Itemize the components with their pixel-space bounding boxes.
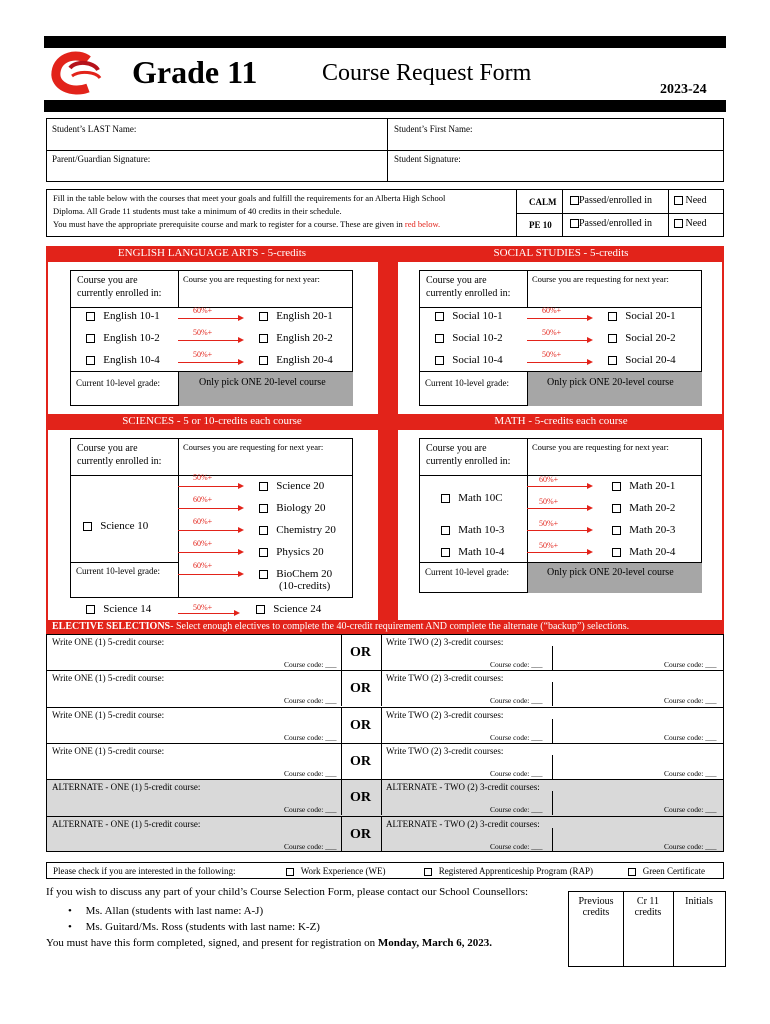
math-current-option[interactable]: Math 10-3: [441, 524, 504, 536]
pe-need-option[interactable]: Need: [674, 218, 707, 229]
science-24-option[interactable]: Science 24: [256, 603, 321, 615]
arrow: [178, 318, 242, 319]
calm-label: CALM: [529, 197, 557, 207]
social-next-option[interactable]: Social 20-1: [608, 310, 676, 322]
elective-two-label[interactable]: ALTERNATE - TWO (2) 3-credit courses:: [386, 782, 540, 793]
math-next-option[interactable]: Math 20-1: [612, 480, 675, 492]
arrow: [527, 318, 591, 319]
arrow: [527, 530, 591, 531]
math-note: Only pick ONE 20-level course: [547, 567, 674, 578]
first-name-field[interactable]: Student’s First Name:: [394, 124, 473, 134]
interests-prompt: Please check if you are interested in the following:: [53, 866, 236, 876]
science-next-option[interactable]: Chemistry 20: [259, 524, 336, 536]
header-top-bar: [44, 36, 726, 48]
math-prereq: 50%+: [539, 541, 559, 550]
student-signature-field[interactable]: Student Signature:: [394, 154, 461, 164]
social-col-current: Course you are currently enrolled in:: [426, 275, 511, 299]
english-header: ENGLISH LANGUAGE ARTS - 5-credits: [46, 246, 378, 262]
checkbox[interactable]: [259, 504, 268, 513]
counsellor-intro: If you wish to discuss any part of your child’s Course Selection Form, please contact our School Counsellors:: [46, 886, 529, 898]
social-prereq: 60%+: [542, 306, 562, 315]
calm-need-option[interactable]: Need: [674, 195, 707, 206]
math-prereq: 50%+: [539, 519, 559, 528]
pe-passed-checkbox[interactable]: [570, 219, 579, 228]
science-prereq: 50%+: [193, 473, 213, 482]
green-certificate-option[interactable]: Green Certificate: [628, 866, 705, 876]
elective-two-label[interactable]: Write TWO (2) 3-credit courses:: [386, 745, 504, 756]
checkbox[interactable]: [86, 334, 95, 343]
course-code-field[interactable]: Course code: ___: [284, 696, 337, 706]
or-label: OR: [350, 753, 371, 769]
checkbox[interactable]: [435, 356, 444, 365]
english-next-option[interactable]: English 20-1: [259, 310, 333, 322]
checkbox[interactable]: [259, 312, 268, 321]
checkbox[interactable]: [424, 868, 432, 876]
calm-passed-option[interactable]: Passed/enrolled in: [570, 195, 652, 206]
checkbox[interactable]: [86, 312, 95, 321]
arrow: [527, 486, 591, 487]
checkbox[interactable]: [259, 482, 268, 491]
arrow: [178, 362, 242, 363]
work-experience-option[interactable]: Work Experience (WE): [286, 866, 385, 876]
pe-label: PE 10: [529, 220, 552, 230]
elective-one-label[interactable]: ALTERNATE - ONE (1) 5-credit course:: [52, 818, 201, 829]
or-label: OR: [350, 790, 371, 806]
checkbox[interactable]: [286, 868, 294, 876]
previous-credits-cell[interactable]: Previous credits: [578, 896, 614, 918]
elective-one-label[interactable]: Write ONE (1) 5-credit course:: [52, 709, 165, 720]
course-code-field[interactable]: Course code: ___: [664, 768, 717, 778]
initials-cell[interactable]: Initials: [685, 896, 713, 907]
elective-one-label[interactable]: Write ONE (1) 5-credit course:: [52, 673, 165, 684]
social-prereq: 50%+: [542, 328, 562, 337]
course-code-field[interactable]: Course code: ___: [284, 805, 337, 815]
checkbox[interactable]: [612, 526, 621, 535]
school-logo: [48, 50, 106, 98]
elective-two-label[interactable]: Write TWO (2) 3-credit courses:: [386, 709, 504, 720]
english-prereq: 50%+: [193, 328, 213, 337]
science-next-option[interactable]: Physics 20: [259, 546, 324, 558]
last-name-field[interactable]: Student’s LAST Name:: [52, 124, 137, 134]
english-next-option[interactable]: English 20-4: [259, 354, 333, 366]
social-prereq: 50%+: [542, 350, 562, 359]
english-col-current: Course you are currently enrolled in:: [77, 275, 162, 299]
course-code-field[interactable]: Course code: ___: [490, 732, 543, 742]
calm-need-checkbox[interactable]: [674, 196, 683, 205]
instructions-line-2: Diploma. All Grade 11 students must take a minimum of 40 credits in their schedule.: [53, 206, 342, 216]
or-label: OR: [350, 681, 371, 697]
course-code-field[interactable]: Course code: ___: [664, 841, 717, 851]
elective-two-label[interactable]: Write TWO (2) 3-credit courses:: [386, 673, 504, 684]
math-next-option[interactable]: Math 20-3: [612, 524, 675, 536]
math-next-option[interactable]: Math 20-2: [612, 502, 675, 514]
math-header: MATH - 5-credits each course: [398, 414, 724, 430]
english-prereq: 60%+: [193, 306, 213, 315]
parent-signature-field[interactable]: Parent/Guardian Signature:: [52, 154, 151, 164]
science-next-option[interactable]: Biology 20: [259, 502, 325, 514]
math-prereq: 50%+: [539, 497, 559, 506]
science-prereq: 60%+: [193, 539, 213, 548]
checkbox[interactable]: [86, 605, 95, 614]
math-10c-option[interactable]: Math 10C: [441, 492, 503, 504]
arrow: [527, 340, 591, 341]
registration-note: You must have this form completed, signed, and present for registration on Monday, March 6, 2023.: [46, 937, 492, 949]
math-current-grade[interactable]: Current 10-level grade:: [425, 567, 509, 577]
calm-passed-checkbox[interactable]: [570, 196, 579, 205]
course-code-field[interactable]: Course code: ___: [490, 805, 543, 815]
course-code-field[interactable]: Course code: ___: [284, 841, 337, 851]
english-col-next: Course you are requesting for next year:: [183, 274, 320, 284]
english-current-option[interactable]: English 10-2: [86, 332, 160, 344]
checkbox[interactable]: [441, 526, 450, 535]
elective-two-label[interactable]: ALTERNATE - TWO (2) 3-credit courses:: [386, 818, 540, 829]
elective-one-label[interactable]: Write ONE (1) 5-credit course:: [52, 637, 165, 647]
sciences-col-current: Course you are currently enrolled in:: [77, 443, 162, 467]
checkbox[interactable]: [83, 522, 92, 531]
cr11-credits-cell[interactable]: Cr 11 credits: [634, 896, 662, 918]
course-code-field[interactable]: Course code: ___: [490, 768, 543, 778]
sciences-current-grade[interactable]: Current 10-level grade:: [76, 566, 160, 576]
counsellor-1: • Ms. Allan (students with last name: A-J): [68, 905, 264, 917]
english-current-option[interactable]: English 10-4: [86, 354, 160, 366]
english-next-option[interactable]: English 20-2: [259, 332, 333, 344]
checkbox[interactable]: [441, 548, 450, 557]
arrow: [527, 362, 591, 363]
english-note: Only pick ONE 20-level course: [199, 377, 326, 388]
elective-two-label[interactable]: Write TWO (2) 3-credit courses:: [386, 637, 504, 647]
english-prereq: 50%+: [193, 350, 213, 359]
course-code-field[interactable]: Course code: ___: [284, 768, 337, 778]
science-14-option[interactable]: Science 14: [86, 603, 151, 615]
checkbox[interactable]: [259, 570, 268, 579]
checkbox[interactable]: [612, 548, 621, 557]
checkbox[interactable]: [259, 334, 268, 343]
header-bottom-bar: [44, 100, 726, 112]
sciences-header: SCIENCES - 5 or 10-credits each course: [46, 414, 378, 430]
arrow: [178, 530, 242, 531]
social-next-option[interactable]: Social 20-2: [608, 332, 676, 344]
checkbox[interactable]: [256, 605, 265, 614]
checkbox[interactable]: [435, 312, 444, 321]
page-title: Grade 11: [132, 54, 258, 90]
math-col-current: Course you are currently enrolled in:: [426, 443, 511, 467]
sciences-col-next: Courses you are requesting for next year:: [183, 442, 324, 452]
course-code-field[interactable]: Course code: ___: [284, 660, 337, 669]
english-current-grade[interactable]: Current 10-level grade:: [76, 378, 160, 388]
checkbox[interactable]: [259, 356, 268, 365]
checkbox[interactable]: [628, 868, 636, 876]
checkbox[interactable]: [435, 334, 444, 343]
arrow: [527, 508, 591, 509]
course-code-field[interactable]: Course code: ___: [284, 732, 337, 742]
social-note: Only pick ONE 20-level course: [547, 377, 674, 388]
math-current-option[interactable]: Math 10-4: [441, 546, 504, 558]
social-current-option[interactable]: Social 10-2: [435, 332, 503, 344]
elective-one-label[interactable]: Write ONE (1) 5-credit course:: [52, 745, 165, 756]
checkbox[interactable]: [608, 312, 617, 321]
course-code-field[interactable]: Course code: ___: [664, 805, 717, 815]
checkbox[interactable]: [608, 334, 617, 343]
social-header: SOCIAL STUDIES - 5-credits: [398, 246, 724, 262]
checkbox[interactable]: [259, 526, 268, 535]
arrow: [178, 508, 242, 509]
form-subtitle: Course Request Form: [322, 60, 532, 86]
science-next-option[interactable]: Science 20: [259, 480, 324, 492]
arrow: [178, 552, 242, 553]
school-year: 2023-24: [660, 82, 707, 97]
course-code-field[interactable]: Course code: ___: [490, 660, 543, 669]
course-code-field[interactable]: Course code: ___: [664, 660, 717, 669]
checkbox[interactable]: [608, 356, 617, 365]
science-prereq: 60%+: [193, 495, 213, 504]
checkbox[interactable]: [259, 548, 268, 557]
pe-need-checkbox[interactable]: [674, 219, 683, 228]
social-col-next: Course you are requesting for next year:: [532, 274, 669, 284]
pe-passed-option[interactable]: Passed/enrolled in: [570, 218, 652, 229]
rap-option[interactable]: Registered Apprenticeship Program (RAP): [424, 866, 593, 876]
science-prereq: 60%+: [193, 561, 213, 570]
course-code-field[interactable]: Course code: ___: [664, 696, 717, 706]
electives-header: ELECTIVE SELECTIONS- Select enough electives to complete the 40-credit requirement AND complete the alternate (“backup”) selections.: [46, 620, 724, 634]
social-current-option[interactable]: Social 10-4: [435, 354, 503, 366]
instructions-line-3: You must have the appropriate prerequisite course and mark to register for a course. These are given in red below.: [53, 219, 441, 229]
or-label: OR: [350, 826, 371, 842]
science-10-option[interactable]: Science 10: [83, 520, 148, 532]
arrow: [178, 574, 242, 575]
social-current-option[interactable]: Social 10-1: [435, 310, 503, 322]
science-next-option[interactable]: BioChem 20: [259, 568, 332, 580]
elective-one-label[interactable]: ALTERNATE - ONE (1) 5-credit course:: [52, 782, 201, 793]
biochem-credits: (10-credits): [279, 580, 331, 592]
checkbox[interactable]: [441, 494, 450, 503]
course-code-field[interactable]: Course code: ___: [490, 696, 543, 706]
arrow: [178, 340, 242, 341]
instructions-line-1: Fill in the table below with the courses that meet your goals and fulfill the requirements for an Alberta High School: [53, 193, 446, 203]
social-next-option[interactable]: Social 20-4: [608, 354, 676, 366]
course-code-field[interactable]: Course code: ___: [664, 732, 717, 742]
math-col-next: Course you are requesting for next year:: [532, 442, 669, 452]
science-24-prereq: 50%+: [193, 603, 213, 612]
checkbox[interactable]: [612, 504, 621, 513]
social-current-grade[interactable]: Current 10-level grade:: [425, 378, 509, 388]
checkbox[interactable]: [612, 482, 621, 491]
counsellor-2: • Ms. Guitard/Ms. Ross (students with last name: K-Z): [68, 921, 320, 933]
or-label: OR: [350, 717, 371, 733]
science-prereq: 60%+: [193, 517, 213, 526]
math-prereq: 60%+: [539, 475, 559, 484]
course-code-field[interactable]: Course code: ___: [490, 841, 543, 851]
or-label: OR: [350, 645, 371, 660]
math-next-option[interactable]: Math 20-4: [612, 546, 675, 558]
english-current-option[interactable]: English 10-1: [86, 310, 160, 322]
checkbox[interactable]: [86, 356, 95, 365]
arrow: [178, 486, 242, 487]
arrow: [527, 552, 591, 553]
